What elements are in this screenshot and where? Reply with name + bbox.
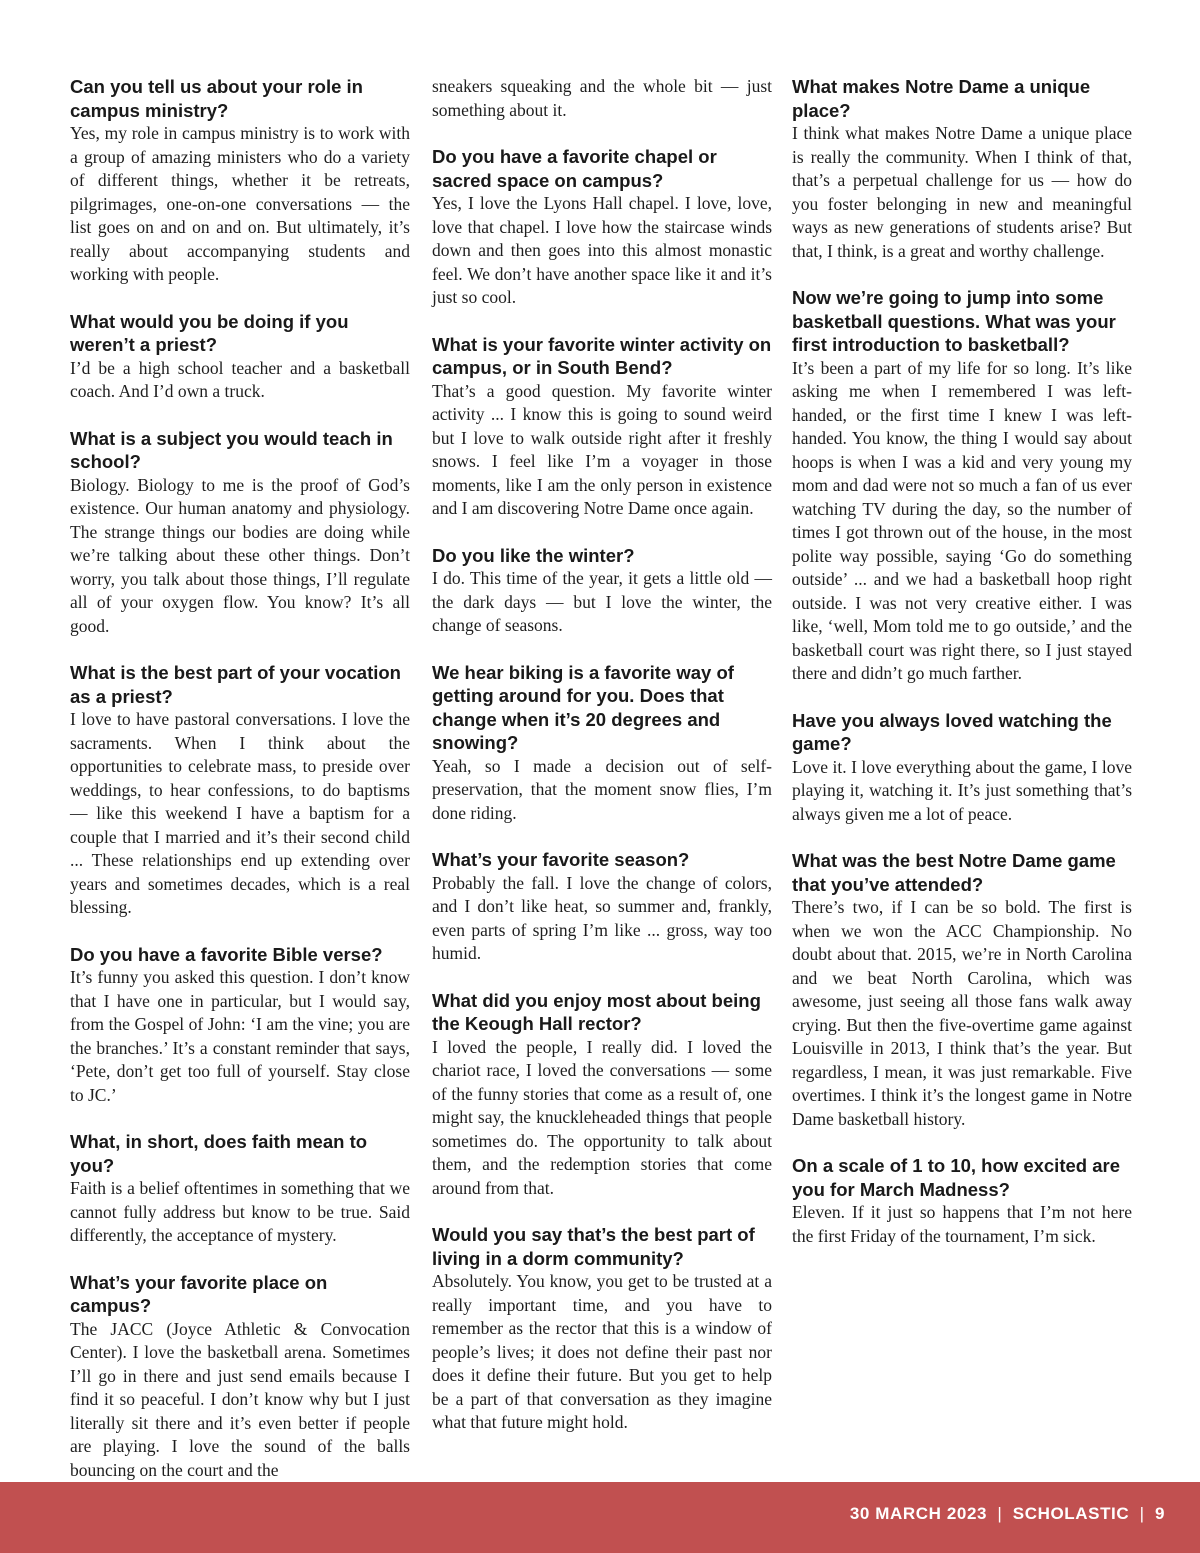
question: Do you have a favorite chapel or sacred space on campus?: [432, 146, 717, 191]
qa-item: [70, 427, 410, 639]
qa-item: [432, 661, 772, 826]
question: Now we’re going to jump into some basketball questions. What was your first introduction to basketball?: [792, 287, 1116, 355]
qa-item: [432, 544, 772, 638]
question: Can you tell us about your role in campus ministry?: [70, 76, 363, 121]
question: What is your favorite winter activity on campus, or in South Bend?: [432, 333, 772, 378]
answer: I love to have pastoral conversations. I love the sacraments. When I think about the opportunities to celebrate mass, to preside over weddings, to hear confessions, to do baptisms — like this weekend I have a baptism for a couple that I married and it’s their second child ... These relationships end up extending over years and sometimes decades, which is a real blessing.: [70, 709, 410, 917]
column-3: [792, 75, 1132, 1271]
footer-folio: [850, 1504, 1165, 1524]
publication-name: SCHOLASTIC: [1012, 1504, 1130, 1523]
issue-date: 30 MARCH 2023: [849, 1504, 988, 1523]
answer: I think what makes Notre Dame a unique place is really the community. When I think of that, that’s a perpetual challenge for us — how do you foster belonging in new and meaningful ways as new generations of students arise? But that, I think, is a great and worthy challenge.: [792, 123, 1132, 261]
answer: It’s been a part of my life for so long. It’s like asking me when I remembered I was left-handed, or the first time I knew I was left-handed. You know, the thing I would say about hoops is when I was a kid and very young my mom and dad were not so much a fan of us ever watching TV during the day, so the number of times I got thrown out of the house, in the most polite way possible, saying ‘Go do something outside’ ... and we had a basketball hoop right outside. I was not very creative either. I was like, ‘well, Mom told me to go outside,’ and the basketball court was right there, so I just stayed there and didn’t go much farther.: [792, 357, 1132, 683]
answer: There’s two, if I can be so bold. The first is when we won the ACC Championship. No doubt about that. 2015, we’re in North Carolina and we beat North Carolina, which was awesome, just seeing all those fans walk away crying. But then the five-overtime game against Louisville in 2013, I think that’s the year. But regardless, I mean, it was just remarkable. Five overtimes. I think it’s the longest game in Notre Dame basketball history.: [792, 897, 1132, 1129]
qa-item: [70, 1271, 410, 1483]
qa-item: [70, 1130, 410, 1248]
answer: Absolutely. You know, you get to be trusted at a really important time, and you have to remember as the rector that this is a window of people’s lives; it does not define their past nor does it define their future. But you get to help be a part of that conversation as they imagine what that future might hold.: [432, 1271, 772, 1432]
question: What makes Notre Dame a unique place?: [792, 76, 1091, 121]
qa-item: [432, 1223, 772, 1435]
qa-item: [70, 75, 410, 287]
qa-item: [432, 145, 772, 310]
qa-item: [432, 989, 772, 1201]
question: We hear biking is a favorite way of getting around for you. Does that change when it’s 20 degrees and snowing?: [432, 661, 734, 753]
question: What is a subject you would teach in school?: [70, 427, 393, 472]
question: Have you always loved watching the game?: [792, 709, 1112, 754]
qa-item: [792, 75, 1132, 263]
page-number: 9: [1154, 1504, 1165, 1523]
question: Do you like the winter?: [432, 544, 635, 566]
column-2: [432, 75, 772, 1458]
answer: It’s funny you asked this question. I don’t know that I have one in particular, but I would say, from the Gospel of John: ‘I am the vine; you are the branches.’ It’s a constant reminder that says, ‘Pete, don’t get too full of yourself. Stay close to JC.’: [70, 967, 410, 1105]
question: Do you have a favorite Bible verse?: [70, 943, 383, 965]
answer: The JACC (Joyce Athletic & Convocation Center). I love the basketball arena. Sometimes I’ll go in there and just send emails because I find it so peaceful. I don’t know why but I just literally sit there and it’s even better if people are playing. I love the sound of the balls bouncing on the court and the: [70, 1318, 410, 1480]
answer: Love it. I love everything about the game, I love playing it, watching it. It’s just something that’s always given me a lot of peace.: [792, 756, 1132, 824]
answer: Probably the fall. I love the change of colors, and I don’t like heat, so summer and, frankly, even parts of spring I’m like ... gross, way too humid.: [432, 872, 772, 963]
answer: Biology. Biology to me is the proof of God’s existence. Our human anatomy and physiology. The strange things our bodies are doing while we’re talking about these other things. Don’t worry, you talk about those things, I’ll regulate all of your oxygen flow. You know? It’s all good.: [70, 474, 410, 636]
qa-item: [792, 849, 1132, 1131]
qa-item: [792, 1154, 1132, 1248]
qa-item: [70, 943, 410, 1108]
folio-separator: |: [1139, 1504, 1145, 1523]
answer: That’s a good question. My favorite winter activity ... I know this is going to sound weird but I love to walk outside right after it freshly snows. I feel like I’m a voyager in those moments, like I am the only person in existence and I am discovering Notre Dame once again.: [432, 380, 772, 518]
question: Would you say that’s the best part of living in a dorm community?: [432, 1224, 755, 1269]
folio-separator: |: [997, 1504, 1003, 1523]
answer: Yes, I love the Lyons Hall chapel. I love, love, love that chapel. I love how the staircase winds down and then goes into this almost monastic feel. We don’t have another space like it and it’s just so cool.: [432, 193, 772, 307]
answer-continuation: sneakers squeaking and the whole bit — just something about it.: [432, 76, 772, 120]
answer: Eleven. If it just so happens that I’m not here the first Friday of the tournament, I’m sick.: [792, 1202, 1132, 1246]
answer: Yeah, so I made a decision out of self-preservation, that the moment snow flies, I’m done riding.: [432, 755, 772, 823]
question: What was the best Notre Dame game that you’ve attended?: [792, 850, 1116, 895]
question: What’s your favorite place on campus?: [70, 1271, 328, 1316]
qa-item: [792, 286, 1132, 686]
answer: I loved the people, I really did. I loved the chariot race, I loved the conversations — some of the funny stories that come as a result of, one might say, the knuckleheaded things that people sometimes do. The opportunity to talk about them, and the redemption stories that come around from that.: [432, 1036, 772, 1198]
footer-band: [0, 1482, 1200, 1553]
question: On a scale of 1 to 10, how excited are you for March Madness?: [792, 1155, 1120, 1200]
answer: I do. This time of the year, it gets a little old — the dark days — but I love the winter, the change of seasons.: [432, 568, 772, 635]
qa-item: [70, 310, 410, 404]
qa-item: [792, 709, 1132, 827]
question: What is the best part of your vocation as a priest?: [70, 662, 401, 707]
question: What, in short, does faith mean to you?: [70, 1131, 368, 1176]
question: What’s your favorite season?: [432, 849, 690, 870]
question: What would you be doing if you weren’t a priest?: [70, 310, 349, 355]
qa-item: [432, 333, 772, 521]
qa-item: [70, 661, 410, 920]
qa-item: [432, 848, 772, 966]
answer: Faith is a belief oftentimes in something that we cannot fully address but know to be true. Said differently, the acceptance of mystery.: [70, 1178, 410, 1245]
answer: I’d be a high school teacher and a basketball coach. And I’d own a truck.: [70, 357, 410, 401]
question: What did you enjoy most about being the Keough Hall rector?: [432, 989, 761, 1034]
answer: Yes, my role in campus ministry is to work with a group of amazing ministers who do a variety of different things, whether it be retreats, pilgrimages, one-on-one conversations — the list goes on and on and on. But ultimately, it’s really about accompanying students and working with people.: [70, 123, 410, 284]
column-1: [70, 75, 410, 1505]
